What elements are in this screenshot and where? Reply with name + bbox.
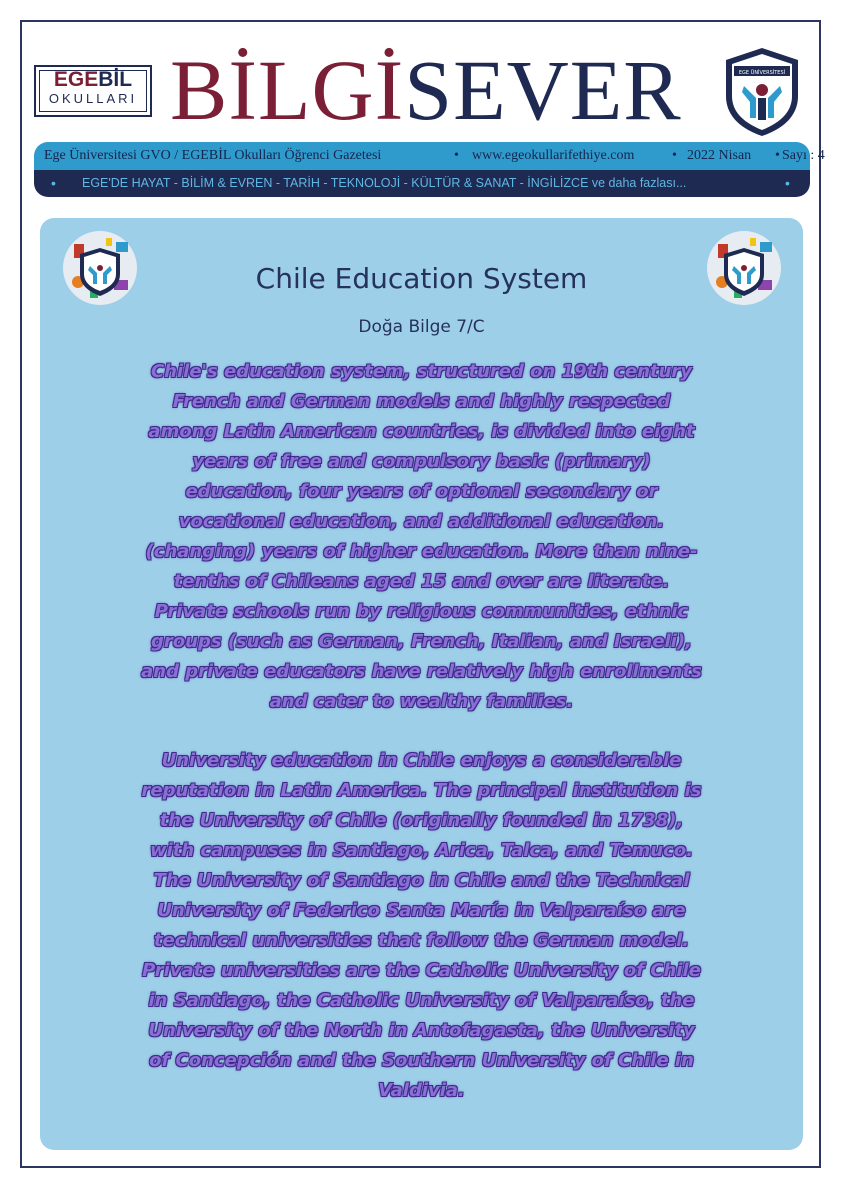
publication-name: Ege Üniversitesi GVO / EGEBİL Okulları Öğrenci Gazetesi [44, 148, 382, 163]
article-author: Doğa Bilge 7/C [358, 317, 485, 337]
info-bar [34, 142, 825, 170]
article-paragraph-1: Chile's education system, structured on 19th century French and German models and highly respected among Latin American countries, is divided into eight years of free and compulsory basic (primary) education, four years of optional secondary or vocational education, and additional education. (changing) years of higher education. More than nine-tenths of Chileans aged 15 and over are literate. Private schools run by religious communities, ethnic groups (such as German, French, Italian, and Israeli), and private educators have relatively high enrollments and cater to wealthy families. [141, 361, 702, 712]
article-title: Chile Education System [255, 262, 588, 295]
info-separator: • [672, 148, 677, 163]
egebil-logo [34, 65, 152, 117]
website-link[interactable]: www.egeokullarifethiye.com [472, 148, 635, 163]
masthead-sever: SEVER [404, 42, 682, 138]
egebil-logo-bil: BİL [98, 68, 133, 91]
issue-number: Sayı : 4 [782, 148, 825, 163]
issue-date: 2022 Nisan [687, 148, 752, 163]
egebil-logo-ege: EGE [53, 68, 99, 91]
crest-label: EGE ÜNİVERSİTESİ [738, 70, 786, 76]
info-separator: • [454, 148, 459, 163]
egebil-logo-okullari: OKULLARI [48, 91, 138, 106]
category-bar [34, 170, 810, 197]
egebil-logo-inner-border [39, 70, 147, 112]
info-separator: • [775, 148, 780, 163]
category-separator: • [785, 175, 790, 191]
article-paragraph-2: University education in Chile enjoys a considerable reputation in Latin America. The principal institution is the University of Chile (originally founded in 1738), with campuses in Santiago, Arica, Talca, and Temuco. The University of Santiago in Chile and the Technical University of Federico Santa María in Valparaíso are technical universities that follow the German model. Private universities are the Catholic University of Chile in Santiago, the Catholic University of Valparaíso, the University of the North in Antofagasta, the University of Concepción and the Southern University of Chile in Valdivia. [141, 750, 702, 1101]
masthead-bilgi: BİLGİ [170, 42, 405, 138]
category-list: EGE'DE HAYAT - BİLİM & EVREN - TARİH - TEKNOLOJİ - KÜLTÜR & SANAT - İNGİLİZCE ve daha fazlası... [82, 176, 687, 190]
school-crest-icon [722, 46, 802, 138]
category-separator: • [51, 175, 56, 191]
masthead-title [170, 40, 680, 140]
